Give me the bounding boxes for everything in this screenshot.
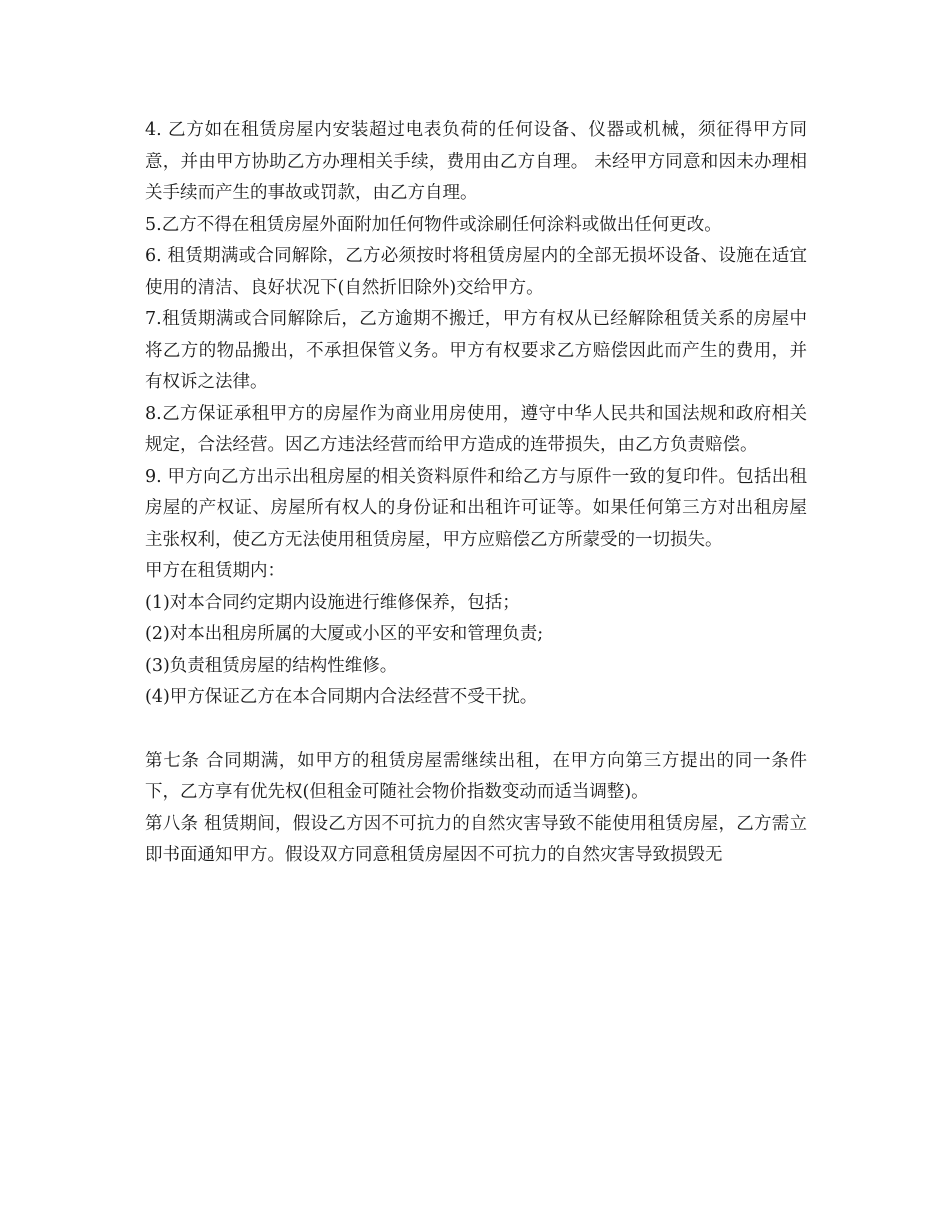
clause-8: 8.乙方保证承租甲方的房屋作为商业用房使用，遵守中华人民共和国法规和政府相关规定，合法经营。因乙方违法经营而给甲方造成的连带损失，由乙方负责赔偿。	[145, 403, 807, 455]
landlord-duties-heading: 甲方在租赁期内：	[145, 561, 285, 581]
landlord-duty-3: (3)负责租赁房屋的结构性维修。	[145, 655, 398, 676]
landlord-duty-4: (4)甲方保证乙方在本合同期内合法经营不受干扰。	[145, 687, 538, 707]
clause-7: 7.租赁期满或合同解除后，乙方逾期不搬迁，甲方有权从已经解除租赁关系的房屋中将乙方的物品搬出，不承担保管义务。甲方有权要求乙方赔偿因此而产生的费用，并有权诉之法律。	[145, 309, 807, 392]
article-8: 第八条 租赁期间，假设乙方因不可抗力的自然灾害导致不能使用租赁房屋，乙方需立即书面通知甲方。假设双方同意租赁房屋因不可抗力的自然灾害导致损毁无	[145, 813, 807, 865]
landlord-duty-2: (2)对本出租房所属的大厦或小区的平安和管理负责;	[145, 624, 544, 644]
clause-4: 4. 乙方如在租赁房屋内安装超过电表负荷的任何设备、仪器或机械，须征得甲方同意，并由甲方协助乙方办理相关手续，费用由乙方自理。 未经甲方同意和因未办理相关手续而产生的事故或罚款，由乙方自理。	[145, 120, 807, 203]
clause-9: 9. 甲方向乙方出示出租房屋的相关资料原件和给乙方与原件一致的复印件。包括出租房屋的产权证、房屋所有权人的身份证和出租许可证等。如果任何第三方对出租房屋主张权利，使乙方无法使用租赁房屋，甲方应赔偿乙方所蒙受的一切损失。	[145, 466, 807, 550]
landlord-duty-1: (1)对本合同约定期内设施进行维修保养，包括；	[145, 592, 520, 613]
clause-5: 5.乙方不得在租赁房屋外面附加任何物件或涂刷任何涂料或做出任何更改。	[145, 214, 722, 235]
section-spacer	[145, 714, 807, 746]
document-body	[145, 115, 807, 872]
clause-6: 6. 租赁期满或合同解除，乙方必须按时将租赁房屋内的全部无损坏设备、设施在适宜使用的清洁、良好状况下(自然折旧除外)交给甲方。	[145, 246, 807, 298]
article-7: 第七条 合同期满，如甲方的租赁房屋需继续出租，在甲方向第三方提出的同一条件下，乙方享有优先权(但租金可随社会物价指数变动而适当调整)。	[145, 750, 807, 802]
